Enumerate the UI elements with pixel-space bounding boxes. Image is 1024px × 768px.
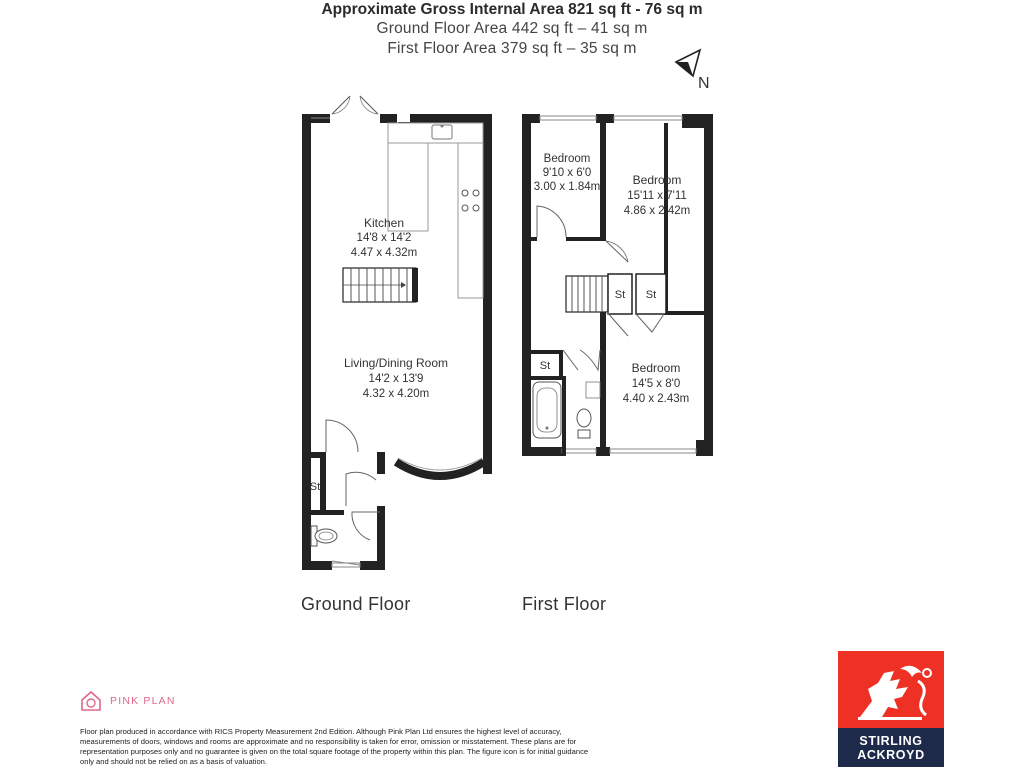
agent-logo-red-panel — [838, 651, 944, 728]
bedroom-1-name: Bedroom — [543, 153, 591, 165]
bedroom-1-imperial: 9'10 x 6'0 — [542, 167, 592, 179]
ground-store-label: St — [309, 481, 321, 493]
agent-name-line-2: ACKROYD — [857, 748, 925, 762]
agent-logo-name — [838, 728, 944, 767]
agent-name-line-1: STIRLING — [859, 734, 923, 748]
kitchen-name: Kitchen — [363, 216, 405, 230]
living-dining-imperial: 14'2 x 13'9 — [368, 373, 424, 385]
bedroom-1-metric: 3.00 x 1.84m — [533, 181, 601, 193]
bedroom-2-imperial: 15'11 x 7'11 — [627, 190, 687, 202]
disclaimer-text: Floor plan produced in accordance with RICS Property Measurement 2nd Edition. Although Pink Plan Ltd ensures the highest level of accuracy, measurements of doors, windows and rooms are approximate and no responsibility is taken for error, omission or misstatement. These plans are for representation purposes only and no guarantee is given on the total square footage of the property within this plan. The figure icon is for initial guidance only and should not be relied on as a basis of valuation. — [80, 727, 589, 766]
first-floor-area: First Floor Area 379 sq ft – 35 sq m — [387, 40, 637, 57]
bedroom-3-name: Bedroom — [631, 361, 681, 375]
compass-north-label: N — [698, 75, 710, 92]
living-dining-name: Living/Dining Room — [343, 356, 449, 370]
north-compass-icon — [676, 50, 710, 92]
ground-floor-plan — [302, 96, 492, 570]
first-store-label-2: St — [645, 289, 657, 301]
kitchen-metric: 4.47 x 4.32m — [350, 247, 418, 259]
pink-plan-house-icon — [80, 690, 102, 712]
bedroom-2-name: Bedroom — [632, 173, 682, 187]
living-dining-metric: 4.32 x 4.20m — [362, 388, 430, 400]
first-floor-label: First Floor — [522, 594, 607, 614]
first-store-label-1: St — [614, 289, 626, 301]
first-store-label-3: St — [539, 360, 551, 372]
bedroom-3-imperial: 14'5 x 8'0 — [631, 378, 681, 390]
stirling-ackroyd-logo — [838, 651, 944, 767]
bedroom-2-metric: 4.86 x 2.42m — [623, 205, 691, 217]
first-floor-plan — [522, 114, 713, 456]
ground-floor-area: Ground Floor Area 442 sq ft – 41 sq m — [376, 20, 648, 37]
dragon-icon — [838, 651, 944, 728]
ground-floor-label: Ground Floor — [301, 594, 411, 614]
gross-area-title: Approximate Gross Internal Area 821 sq ft - 76 sq m — [321, 1, 703, 18]
pink-plan-name: PINK PLAN — [110, 695, 176, 707]
bedroom-3-metric: 4.40 x 2.43m — [622, 393, 690, 405]
pink-plan-logo — [80, 690, 176, 712]
kitchen-imperial: 14'8 x 14'2 — [356, 232, 412, 244]
